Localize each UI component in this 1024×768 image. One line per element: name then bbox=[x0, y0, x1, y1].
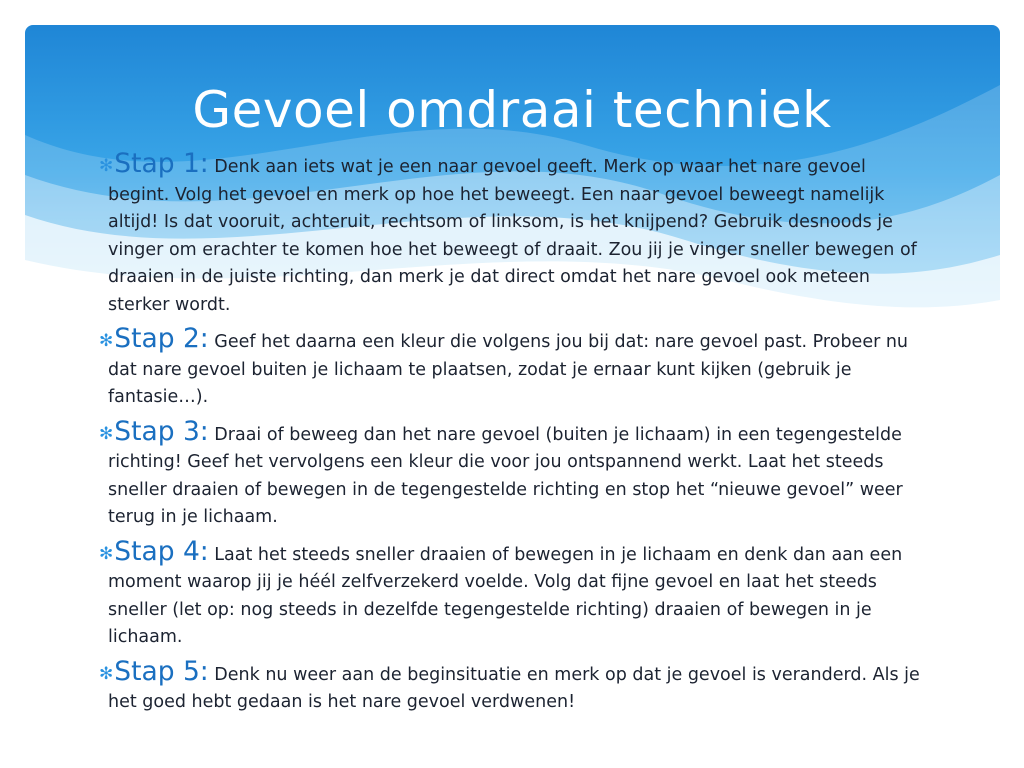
list-item-step-3 bbox=[99, 415, 920, 532]
step-label: Stap 2: bbox=[114, 323, 209, 354]
step-text: Denk nu weer aan de beginsituatie en merk op dat je gevoel is veranderd. Als je het goed hebt gedaan is het nare gevoel verdwenen! bbox=[108, 664, 920, 712]
list-item-step-1 bbox=[99, 148, 920, 319]
step-list bbox=[99, 148, 920, 723]
asterisk-bullet-icon: ✻ bbox=[99, 156, 114, 176]
asterisk-bullet-icon: ✻ bbox=[99, 663, 114, 684]
step-text: Draai of beweeg dan het nare gevoel (buiten je lichaam) in een tegengestelde richting! Geef het vervolgens een kleur die voor jou ontspannend werkt. Laat het steeds sneller draaien of bewegen in de tegengestelde richting en stop het “nieuwe gevoel” weer terug in je lichaam. bbox=[108, 424, 903, 527]
asterisk-bullet-icon: ✻ bbox=[99, 331, 114, 351]
list-item-step-4 bbox=[99, 535, 920, 652]
list-item-step-2 bbox=[99, 323, 920, 412]
step-label: Stap 1: bbox=[114, 148, 209, 179]
step-text: Denk aan iets wat je een naar gevoel geeft. Merk op waar het nare gevoel begint. Volg het gevoel en merk op hoe het beweegt. Een naar gevoel beweegt namelijk altijd! Is dat vooruit, achteruit, rechtsom of linksom, is het knijpend? Gebruik desnoods je vinger om erachter te komen hoe het beweegt of draait. Zou jij je vinger sneller bewegen of draaien in de juiste richting, dan merk je dat direct omdat het nare gevoel ook meteen sterker wordt. bbox=[108, 157, 917, 315]
list-item-step-5 bbox=[99, 655, 920, 717]
asterisk-bullet-icon: ✻ bbox=[99, 423, 114, 444]
step-text: Geef het daarna een kleur die volgens jou bij dat: nare gevoel past. Probeer nu dat nare gevoel buiten je lichaam te plaatsen, zodat je ernaar kunt kijken (gebruik je fantasie…). bbox=[108, 332, 909, 407]
step-label: Stap 4: bbox=[114, 535, 209, 567]
step-label: Stap 3: bbox=[114, 415, 209, 447]
asterisk-bullet-icon: ✻ bbox=[99, 543, 114, 564]
step-text: Laat het steeds sneller draaien of bewegen in je lichaam en denk dan aan een moment waarop jij je héél zelfverzekerd voelde. Volg dat fijne gevoel en laat het steeds sneller (let op: nog steeds in dezelfde tegengestelde richting) draaien of bewegen in je lichaam. bbox=[108, 544, 903, 647]
step-label: Stap 5: bbox=[114, 655, 209, 687]
slide-title: Gevoel omdraai techniek bbox=[192, 81, 832, 139]
